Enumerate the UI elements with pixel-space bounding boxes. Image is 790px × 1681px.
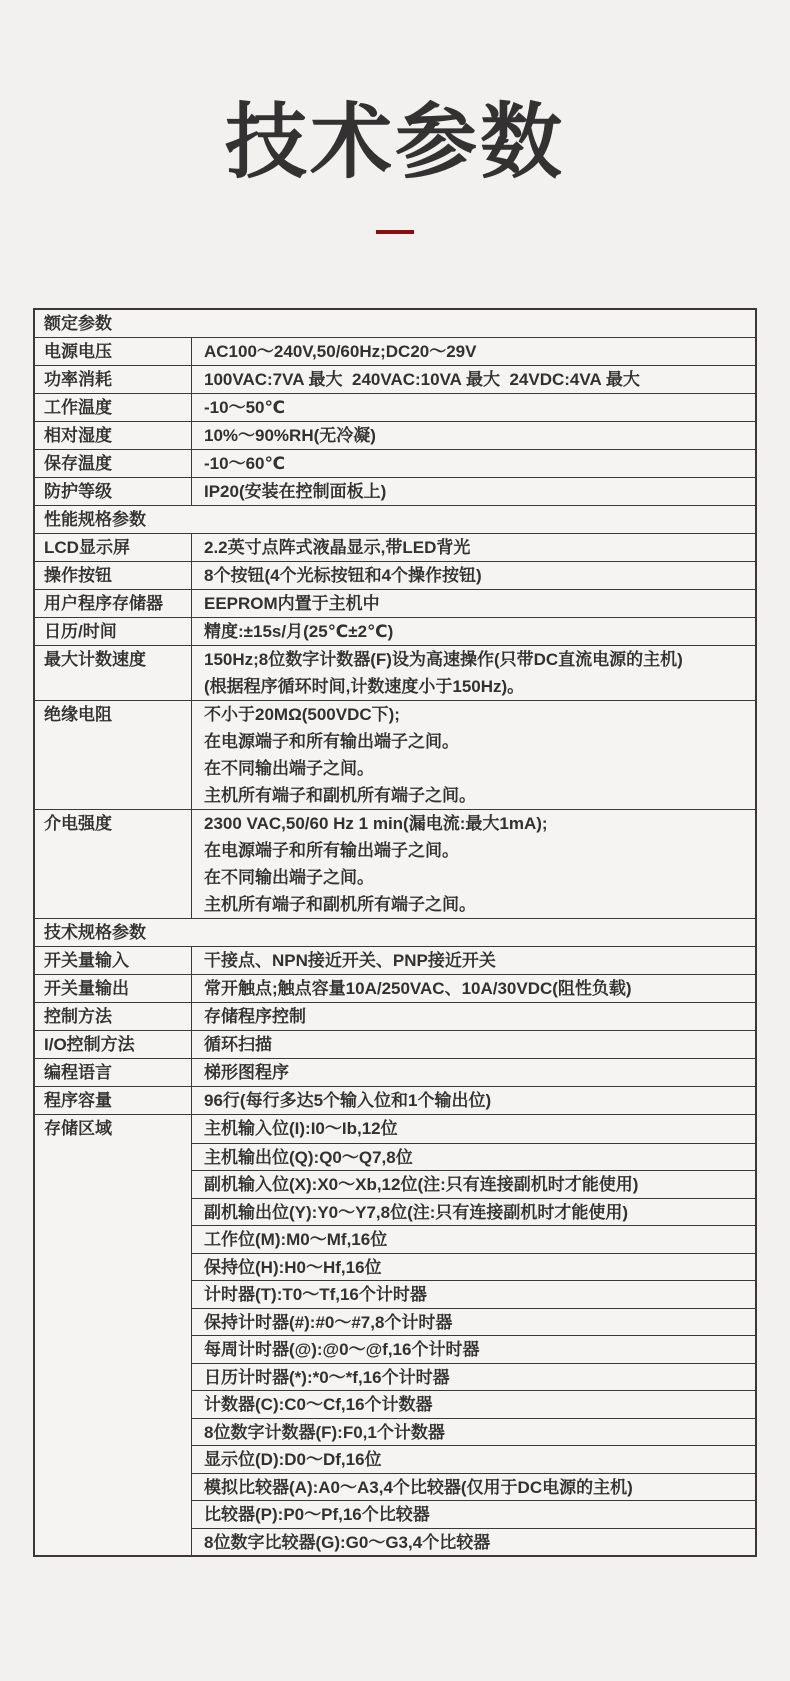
spec-value-line: 8个按钮(4个光标按钮和4个操作按钮)	[204, 566, 482, 586]
spec-value-line: EEPROM内置于主机中	[204, 594, 380, 614]
spec-value	[191, 366, 755, 393]
spec-page	[0, 96, 790, 1681]
spec-value-line: 梯形图程序	[204, 1063, 289, 1083]
title-divider	[376, 230, 414, 234]
spec-label: 工作温度	[44, 398, 112, 418]
spec-subrow: 计数器(C):C0～Cf,16个计数器	[192, 1390, 755, 1418]
spec-row	[35, 645, 755, 700]
spec-value-line: 常开触点;触点容量10A/250VAC、10A/30VDC(阻性负载)	[204, 979, 632, 999]
spec-label: 存储区域	[44, 1119, 112, 1139]
spec-table	[33, 308, 757, 1557]
spec-row	[35, 365, 755, 393]
spec-subrow: 保持位(H):H0～Hf,16位	[192, 1253, 755, 1281]
spec-label: 功率消耗	[44, 370, 112, 390]
spec-value-line: 2300 VAC,50/60 Hz 1 min(漏电流:最大1mA);	[204, 814, 548, 834]
spec-value-line: 精度:±15s/月(25℃±2℃)	[204, 622, 394, 642]
spec-row	[35, 393, 755, 421]
spec-label: 用户程序存储器	[44, 594, 163, 614]
spec-subrow: 保持计时器(#):#0～#7,8个计时器	[192, 1308, 755, 1336]
spec-value-line: 不小于20MΩ(500VDC下);	[204, 705, 400, 725]
page-title: 技术参数	[224, 97, 565, 188]
spec-value	[191, 646, 755, 700]
spec-label: 控制方法	[44, 1007, 112, 1027]
spec-value-line: 在电源端子和所有输出端子之间。	[204, 732, 459, 752]
spec-subrow: 每周计时器(@):@0～@f,16个计时器	[192, 1335, 755, 1363]
spec-value-line: 循环扫描	[204, 1035, 272, 1055]
spec-subrow: 副机输入位(X):X0～Xb,12位(注:只有连接副机时才能使用)	[192, 1170, 755, 1198]
spec-value-line: 存储程序控制	[204, 1007, 306, 1027]
spec-row	[35, 1086, 755, 1114]
spec-label: 电源电压	[44, 342, 112, 362]
spec-row	[35, 809, 755, 918]
spec-value-line: -10～50℃	[204, 398, 286, 418]
spec-subrow: 显示位(D):D0～Df,16位	[192, 1445, 755, 1473]
spec-subrow: 8位数字计数器(F):F0,1个计数器	[192, 1418, 755, 1446]
spec-value-line: 干接点、NPN接近开关、PNP接近开关	[204, 951, 496, 971]
spec-label: 绝缘电阻	[44, 705, 112, 725]
spec-value	[191, 1087, 755, 1114]
spec-row	[35, 337, 755, 365]
spec-subrow: 计时器(T):T0～Tf,16个计时器	[192, 1280, 755, 1308]
spec-value-line: 在电源端子和所有输出端子之间。	[204, 841, 459, 861]
section-header-row: 性能规格参数	[35, 505, 755, 533]
spec-label: 防护等级	[44, 482, 112, 502]
spec-value	[191, 394, 755, 421]
spec-subrow: 工作位(M):M0～Mf,16位	[192, 1225, 755, 1253]
spec-subrow: 8位数字比较器(G):G0～G3,4个比较器	[192, 1528, 755, 1556]
spec-value	[191, 701, 755, 809]
spec-row	[35, 1058, 755, 1086]
spec-row	[35, 1002, 755, 1030]
spec-value-line: 10%～90%RH(无冷凝)	[204, 426, 376, 446]
spec-label: 保存温度	[44, 454, 112, 474]
spec-value-line: -10～60℃	[204, 454, 286, 474]
spec-row	[35, 421, 755, 449]
spec-value	[191, 562, 755, 589]
spec-label: 程序容量	[44, 1091, 112, 1111]
spec-row	[35, 589, 755, 617]
spec-subrow: 比较器(P):P0～Pf,16个比较器	[192, 1500, 755, 1528]
spec-label: 介电强度	[44, 814, 112, 834]
spec-value-line: IP20(安装在控制面板上)	[204, 482, 387, 502]
spec-value	[191, 618, 755, 645]
spec-row	[35, 561, 755, 589]
spec-label: LCD显示屏	[44, 538, 130, 558]
spec-value-line: 主机所有端子和副机所有端子之间。	[204, 895, 476, 915]
spec-subrow: 主机输出位(Q):Q0～Q7,8位	[192, 1143, 755, 1171]
spec-value	[191, 590, 755, 617]
spec-value	[191, 1031, 755, 1058]
section-header-row: 额定参数	[44, 314, 112, 334]
spec-value	[191, 810, 755, 918]
spec-value-line: 100VAC:7VA 最大 240VAC:10VA 最大 24VDC:4VA 最大	[204, 370, 640, 390]
spec-label: 最大计数速度	[44, 650, 146, 670]
spec-value	[191, 1003, 755, 1030]
spec-subrow: 日历计时器(*):*0～*f,16个计时器	[192, 1363, 755, 1391]
spec-subrow: 副机输出位(Y):Y0～Y7,8位(注:只有连接副机时才能使用)	[192, 1198, 755, 1226]
spec-value	[191, 975, 755, 1002]
spec-row	[35, 617, 755, 645]
spec-label: 开关量输入	[44, 951, 129, 971]
spec-value-line: 96行(每行多达5个输入位和1个输出位)	[204, 1091, 492, 1111]
spec-value	[191, 450, 755, 477]
spec-row	[35, 1030, 755, 1058]
spec-value-list	[191, 1115, 755, 1555]
spec-row	[35, 946, 755, 974]
spec-label: 开关量输出	[44, 979, 129, 999]
spec-subrow: 主机输入位(I):I0～Ib,12位	[204, 1119, 398, 1139]
spec-label: 编程语言	[44, 1063, 112, 1083]
spec-label: I/O控制方法	[44, 1035, 135, 1055]
spec-value-line: 150Hz;8位数字计数器(F)设为高速操作(只带DC直流电源的主机)	[204, 650, 683, 670]
section-header-row: 技术规格参数	[35, 918, 755, 946]
spec-value	[191, 947, 755, 974]
spec-value-line: 在不同输出端子之间。	[204, 759, 374, 779]
spec-label: 相对湿度	[44, 426, 112, 446]
spec-value-line: 2.2英寸点阵式液晶显示,带LED背光	[204, 538, 471, 558]
spec-row	[35, 700, 755, 809]
spec-group-row	[35, 1114, 755, 1555]
spec-value-line: (根据程序循环时间,计数速度小于150Hz)。	[204, 677, 525, 697]
spec-value	[191, 478, 755, 505]
spec-row	[35, 477, 755, 505]
spec-value-line: AC100～240V,50/60Hz;DC20～29V	[204, 342, 477, 362]
spec-value	[191, 338, 755, 365]
spec-row	[35, 974, 755, 1002]
spec-label: 操作按钮	[44, 566, 112, 586]
spec-row	[35, 533, 755, 561]
spec-value	[191, 534, 755, 561]
spec-value-line: 在不同输出端子之间。	[204, 868, 374, 888]
spec-row	[35, 449, 755, 477]
spec-subrow: 模拟比较器(A):A0～A3,4个比较器(仅用于DC电源的主机)	[192, 1473, 755, 1501]
spec-label: 日历/时间	[44, 622, 117, 642]
spec-value	[191, 1059, 755, 1086]
spec-value-line: 主机所有端子和副机所有端子之间。	[204, 786, 476, 806]
spec-value	[191, 422, 755, 449]
